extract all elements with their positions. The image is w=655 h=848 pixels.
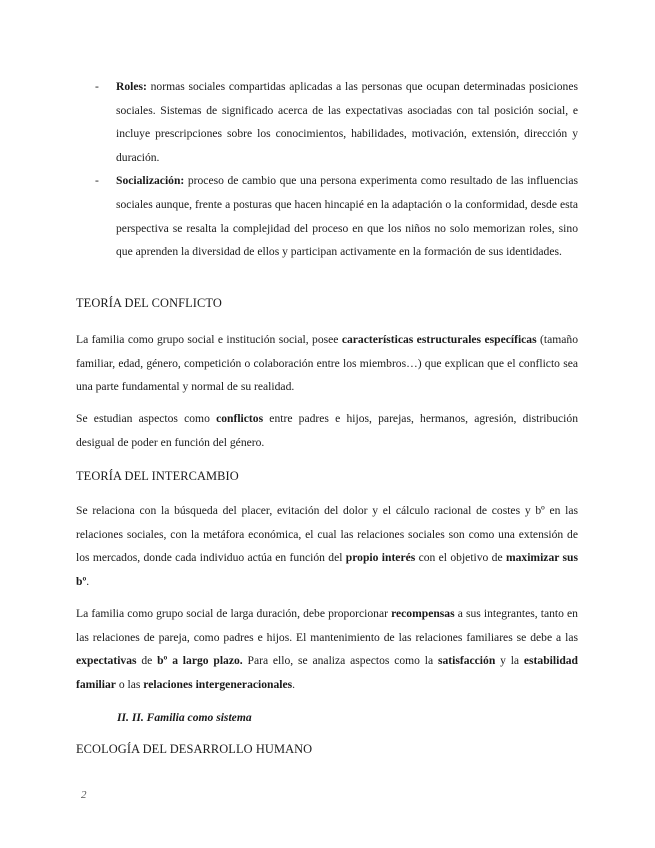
text-run: . [292, 677, 296, 691]
emphasis-text: conflictos [216, 412, 264, 425]
emphasis-text: características estructurales específicas [341, 333, 537, 346]
emphasis-text: propio interés [345, 551, 416, 565]
bullet-marker: - [95, 80, 99, 93]
term-socializacion: Socialización: [116, 174, 185, 188]
text-run: Para ello, se analiza aspectos como la [242, 654, 438, 668]
emphasis-text: maximizar sus bº [76, 551, 578, 588]
text-run: La familia como grupo social e institución social, posee [76, 333, 342, 346]
text-run: entre padres e hijos, parejas, hermanos, agresión, distribución desigual de poder en función del género. [76, 412, 578, 449]
emphasis-text: satisfacción [437, 654, 496, 668]
emphasis-text: estabilidad familiar [76, 654, 579, 691]
ecology-heading: ECOLOGÍA DEL DESARROLLO HUMANO [76, 742, 313, 756]
text-run: Se estudian aspectos como [76, 412, 217, 425]
list-item-socializacion [95, 169, 578, 263]
exchange-paragraph-2 [76, 602, 578, 696]
bullet-marker: - [95, 174, 99, 188]
conflict-paragraph-2 [76, 407, 578, 454]
definitions-list [95, 75, 578, 264]
text-run: Se relaciona con la búsqueda del placer, evitación del dolor y el cálculo racional de costes y bº en las relaciones sociales, con la metáfora económica, el cual las relaciones sociales son como una extensión de los mercados, donde cada individuo actúa en función del [76, 504, 578, 565]
text-run: La familia como grupo social de larga duración, debe proporcionar [76, 607, 392, 620]
emphasis-text: recompensas [391, 607, 455, 620]
conflict-paragraph-1 [76, 328, 578, 399]
text-run: o las [115, 677, 144, 691]
term-roles: Roles: [116, 80, 147, 93]
text-run: y la [495, 654, 524, 668]
text-run: (tamaño familiar, edad, género, competición o colaboración entre los miembros…) que explican que el conflicto sea una parte fundamental y normal de su realidad. [76, 333, 578, 394]
text-run: a sus integrantes, tanto en las relaciones de pareja, como padres e hijos. El mantenimiento de las relaciones familiares se debe a las [76, 607, 578, 644]
page-number: 2 [81, 789, 87, 801]
emphasis-text: bº a largo plazo. [157, 654, 243, 668]
text-run: . [86, 574, 90, 588]
definition-socializacion: proceso de cambio que una persona experimenta como resultado de las influencias sociales aunque, frente a posturas que hacen hincapié en la adaptación o la conformidad, desde esta perspectiva se resalta la complejidad del proceso en que los niños no solo memorizan roles, sino que aprenden la diversidad de ellos y participan activamente en la formación de sus identidades. [116, 174, 578, 259]
text-run: de [136, 654, 158, 668]
list-item-roles [95, 75, 578, 169]
exchange-paragraph-1 [76, 499, 578, 593]
exchange-theory-heading: TEORÍA DEL INTERCAMBIO [76, 469, 239, 483]
text-run: con el objetivo de [415, 551, 506, 565]
conflict-theory-heading: TEORÍA DEL CONFLICTO [76, 296, 222, 310]
family-system-subheading: II. II. Familia como sistema [117, 711, 252, 724]
emphasis-text: relaciones intergeneracionales [143, 677, 293, 691]
emphasis-text: expectativas [76, 654, 137, 668]
definition-roles: normas sociales compartidas aplicadas a las personas que ocupan determinadas posiciones sociales. Sistemas de significado acerca de las expectativas asociadas con tal posición social, e incluye prescripciones sobre los conocimientos, habilidades, motivación, extensión, dirección y duración. [116, 80, 578, 164]
